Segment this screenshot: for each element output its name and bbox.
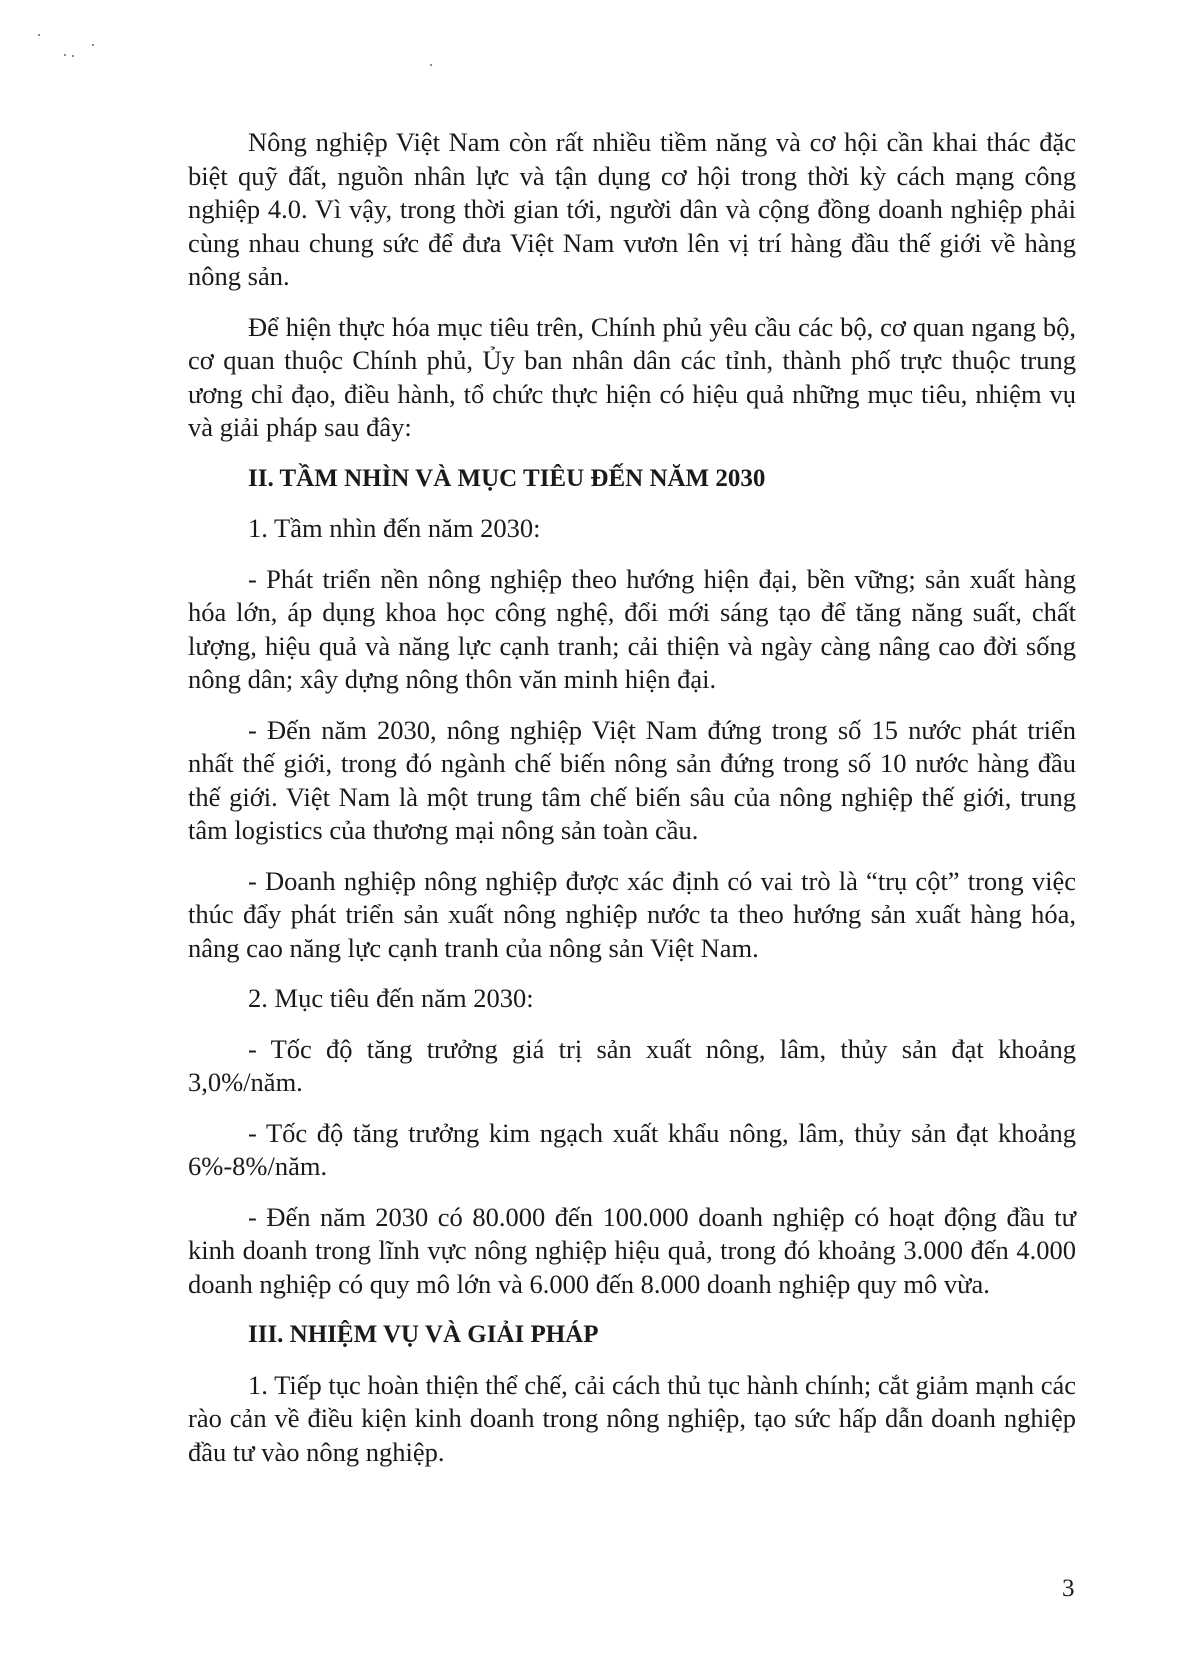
task-item: 1. Tiếp tục hoàn thiện thể chế, cải cách thủ tục hành chính; cắt giảm mạnh các rào cản về điều kiện kinh doanh trong nông nghiệp, tạo sức hấp dẫn doanh nghiệp đầu tư vào nông nghiệp. xyxy=(188,1369,1076,1467)
goal-item: - Đến năm 2030 có 80.000 đến 100.000 doanh nghiệp có hoạt động đầu tư kinh doanh trong lĩnh vực nông nghiệp hiệu quả, trong đó khoảng 3.000 đến 4.000 doanh nghiệp có quy mô lớn và 6.000 đến 8.000 doanh nghiệp quy mô vừa. xyxy=(188,1201,1076,1299)
scan-speck xyxy=(430,64,432,66)
intro-paragraph: Nông nghiệp Việt Nam còn rất nhiều tiềm năng và cơ hội cần khai thác đặc biệt quỹ đất, nguồn nhân lực và tận dụng cơ hội trong thời kỳ cách mạng công nghiệp 4.0. Vì vậy, trong thời gian tới, người dân và cộng đồng doanh nghiệp phải cùng nhau chung sức để đưa Việt Nam vươn lên vị trí hàng đầu thế giới về hàng nông sản. xyxy=(188,127,1076,291)
goal-item: - Tốc độ tăng trưởng kim ngạch xuất khẩu nông, lâm, thủy sản đạt khoảng 6%-8%/năm. xyxy=(188,1117,1076,1181)
vision-item: - Đến năm 2030, nông nghiệp Việt Nam đứng trong số 15 nước phát triển nhất thế giới, trong đó ngành chế biến nông sản đứng trong số 10 nước hàng đầu thế giới. Việt Nam là một trung tâm chế biến sâu của nông nghiệp thế giới, trung tâm logistics của thương mại nông sản toàn cầu. xyxy=(188,714,1076,845)
goals-title: 2. Mục tiêu đến năm 2030: xyxy=(248,983,534,1013)
vision-item: - Phát triển nền nông nghiệp theo hướng hiện đại, bền vững; sản xuất hàng hóa lớn, áp dụng khoa học công nghệ, đổi mới sáng tạo để tăng năng suất, chất lượng, hiệu quả và năng lực cạnh tranh; cải thiện và ngày càng nâng cao đời sống nông dân; xây dựng nông thôn văn minh hiện đại. xyxy=(188,563,1076,694)
vision-item: - Doanh nghiệp nông nghiệp được xác định có vai trò là “trụ cột” trong việc thúc đẩy phát triển sản xuất nông nghiệp nước ta theo hướng sản xuất hàng hóa, nâng cao năng lực cạnh tranh của nông sản Việt Nam. xyxy=(188,865,1076,963)
scan-speck xyxy=(92,44,94,46)
scan-speck xyxy=(72,55,74,57)
page-number: 3 xyxy=(1062,1575,1075,1602)
goal-item: - Tốc độ tăng trưởng giá trị sản xuất nông, lâm, thủy sản đạt khoảng 3,0%/năm. xyxy=(188,1033,1076,1097)
scan-speck xyxy=(64,54,66,56)
scan-speck xyxy=(38,34,40,36)
vision-title: 1. Tầm nhìn đến năm 2030: xyxy=(248,513,541,543)
directive-paragraph: Để hiện thực hóa mục tiêu trên, Chính phủ yêu cầu các bộ, cơ quan ngang bộ, cơ quan thuộc Chính phủ, Ủy ban nhân dân các tỉnh, thành phố trực thuộc trung ương chỉ đạo, điều hành, tổ chức thực hiện có hiệu quả những mục tiêu, nhiệm vụ và giải pháp sau đây: xyxy=(188,311,1076,442)
section-2-heading: II. TẦM NHÌN VÀ MỤC TIÊU ĐẾN NĂM 2030 xyxy=(248,464,766,492)
document-body xyxy=(188,126,1076,1486)
section-3-heading: III. NHIỆM VỤ VÀ GIẢI PHÁP xyxy=(248,1321,599,1348)
